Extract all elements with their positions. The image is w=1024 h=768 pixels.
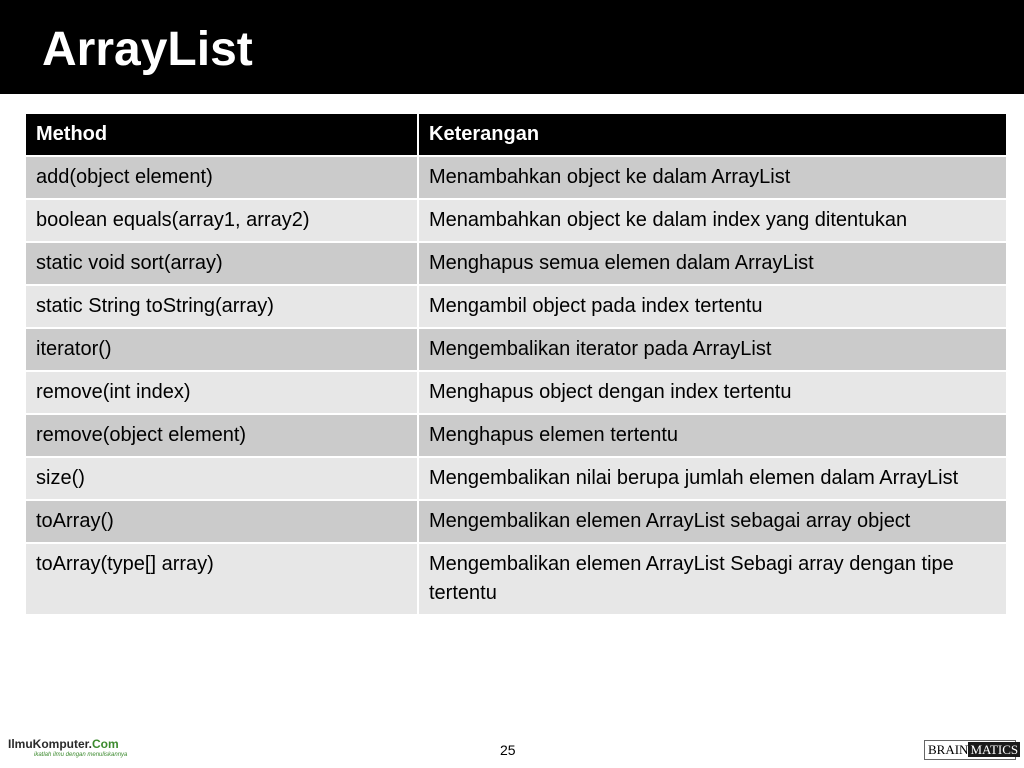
table-row bbox=[26, 371, 1006, 414]
table-row bbox=[26, 242, 1006, 285]
method-cell: size() bbox=[26, 457, 418, 500]
table-row bbox=[26, 328, 1006, 371]
table-row bbox=[26, 414, 1006, 457]
table-row bbox=[26, 500, 1006, 543]
brainmatics-logo-part2: MATICS bbox=[970, 742, 1019, 757]
description-cell: Menambahkan object ke dalam index yang ditentukan bbox=[418, 199, 1006, 242]
method-cell: toArray() bbox=[26, 500, 418, 543]
method-cell: add(object element) bbox=[26, 156, 418, 199]
table-row bbox=[26, 156, 1006, 199]
method-cell: remove(int index) bbox=[26, 371, 418, 414]
column-header-method: Method bbox=[26, 114, 418, 156]
description-cell: Mengembalikan elemen ArrayList Sebagi array dengan tipe tertentu bbox=[418, 543, 1006, 615]
column-header-keterangan: Keterangan bbox=[418, 114, 1006, 156]
title-bar bbox=[0, 0, 1024, 94]
description-cell: Mengembalikan nilai berupa jumlah elemen dalam ArrayList bbox=[418, 457, 1006, 500]
brainmatics-logo bbox=[924, 740, 1019, 760]
table-row bbox=[26, 543, 1006, 615]
description-cell: Mengembalikan elemen ArrayList sebagai array object bbox=[418, 500, 1006, 543]
method-cell: iterator() bbox=[26, 328, 418, 371]
logo-text-secondary: Com bbox=[92, 737, 119, 751]
method-table bbox=[26, 114, 1006, 616]
page-number: 25 bbox=[500, 742, 516, 758]
description-cell: Menambahkan object ke dalam ArrayList bbox=[418, 156, 1006, 199]
slide-title: ArrayList bbox=[42, 23, 253, 76]
description-cell: Menghapus object dengan index tertentu bbox=[418, 371, 1006, 414]
description-cell: Menghapus elemen tertentu bbox=[418, 414, 1006, 457]
description-cell: Mengambil object pada index tertentu bbox=[418, 285, 1006, 328]
table-row bbox=[26, 199, 1006, 242]
table-row bbox=[26, 457, 1006, 500]
method-cell: static void sort(array) bbox=[26, 242, 418, 285]
method-cell: boolean equals(array1, array2) bbox=[26, 199, 418, 242]
brainmatics-logo-part1: BRAIN bbox=[928, 742, 969, 757]
description-cell: Menghapus semua elemen dalam ArrayList bbox=[418, 242, 1006, 285]
description-cell: Mengembalikan iterator pada ArrayList bbox=[418, 328, 1006, 371]
method-cell: static String toString(array) bbox=[26, 285, 418, 328]
logo-text-primary: IlmuKomputer. bbox=[8, 737, 93, 751]
logo-tagline: ikatlah ilmu dengan menuliskannya bbox=[34, 752, 128, 758]
table-row bbox=[26, 285, 1006, 328]
method-cell: toArray(type[] array) bbox=[26, 543, 418, 615]
table-header-row bbox=[26, 114, 1006, 156]
method-cell: remove(object element) bbox=[26, 414, 418, 457]
ilmukomputer-logo bbox=[8, 738, 127, 758]
